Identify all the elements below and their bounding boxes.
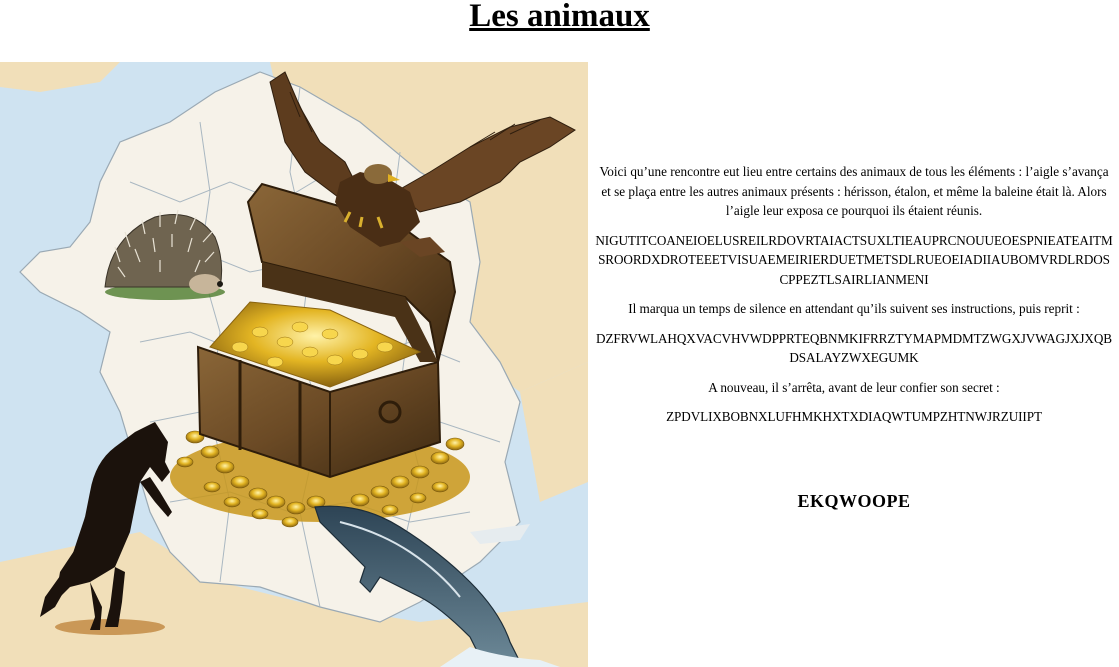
page-title: Les animaux	[469, 0, 650, 34]
story-pause: Il marqua un temps de silence en attendant qu’ils suivent ses instructions, puis reprit :	[628, 301, 1080, 316]
story-text	[594, 162, 1114, 437]
story-intro: Voici qu’une rencontre eut lieu entre certains des animaux de tous les éléments : l’aigle s’avança et se plaça entre les autres animaux présents : hérisson, étalon, et même la baleine était là. Alors l’aigle leur exposa ce pourquoi ils étaient réunis.	[599, 164, 1109, 218]
cipher-text-3: ZPDVLIXBOBNXLUFHMKHXTXDIAQWTUMPZHTNWJRZUIIPT	[666, 409, 1042, 424]
story-again: A nouveau, il s’arrêta, avant de leur confier son secret :	[708, 379, 1000, 395]
secret-word: EKQWOOPE	[797, 491, 911, 511]
cipher-text-2: DZFRVWLAHQXVACVHVWDPPRTEQBNMKIFRRZTYMAPMDMTZWGXJVWAGJXJXQBDSALAYZWXEGUMK	[596, 330, 1112, 365]
cipher-text-1: NIGUTITCOANEIOELUSREILRDOVRTAIACTSUXLTIEAUPRCNOUUEOESPNIEATEAITMSROORDXDROTEEETVISUAEMEIRIERDUETMETSDLRUEOEIADIIAUBOMVRDLRDOSCPPEZTLSAIRLIANMENI	[595, 232, 1113, 287]
animals-treasure-illustration	[0, 62, 588, 667]
